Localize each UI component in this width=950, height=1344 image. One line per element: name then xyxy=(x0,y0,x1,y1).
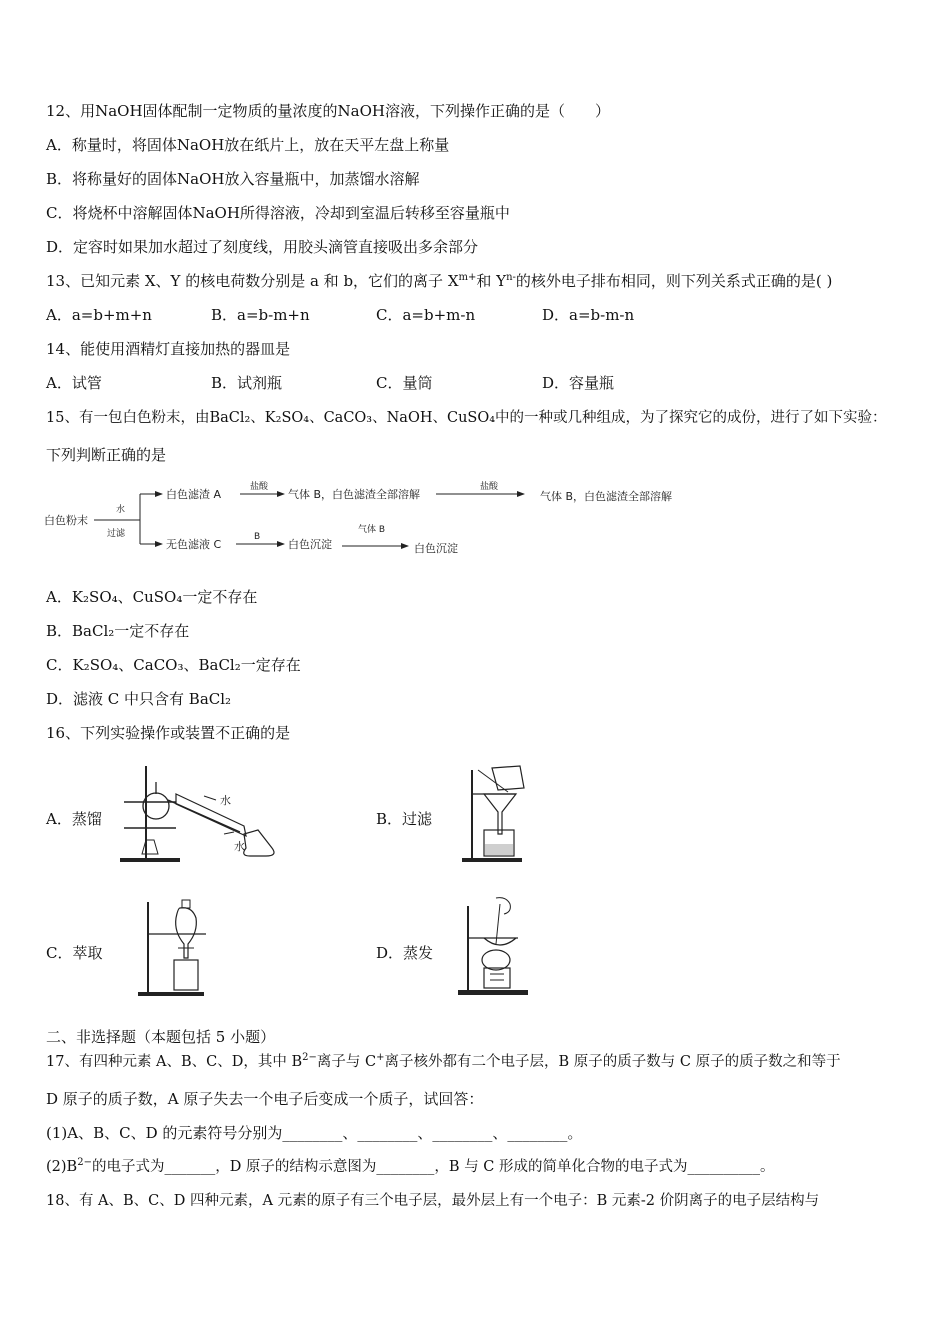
q15-stem-2: 下列判断正确的是 xyxy=(46,446,167,464)
flow-bottom-2: 白色沉淀 xyxy=(288,538,332,551)
evaporation-apparatus-figure xyxy=(456,892,536,998)
q14-option-b: B．试剂瓶 xyxy=(211,374,283,392)
q15-option-a: A．K₂SO₄、CuSO₄一定不存在 xyxy=(46,588,258,606)
water-out-label: 水 xyxy=(234,840,245,853)
q14-stem: 14、能使用酒精灯直接加热的器皿是 xyxy=(46,340,291,358)
flow-bottom-1: 无色滤液 C xyxy=(166,538,222,551)
section-2-heading: 二、非选择题（本题包括 5 小题） xyxy=(46,1028,276,1046)
flow-top-1: 白色滤渣 A xyxy=(166,488,222,501)
q14-option-d: D．容量瓶 xyxy=(542,374,615,392)
flow-b-label: B xyxy=(254,532,261,542)
q12-stem: 12、用NaOH固体配制一定物质的量浓度的NaOH溶液，下列操作正确的是（ ） xyxy=(46,102,610,120)
q16-option-c: C．萃取 xyxy=(46,944,103,962)
flow-acid-1: 盐酸 xyxy=(250,482,269,492)
q17-line-2: D 原子的质子数，A 原子失去一个电子后变成一个质子，试回答： xyxy=(46,1090,484,1108)
extraction-apparatus-figure xyxy=(136,896,216,1000)
flow-bottom-3: 白色沉淀 xyxy=(414,542,458,555)
q15-stem: 15、有一包白色粉末，由BaCl₂、K₂SO₄、CaCO₃、NaOH、CuSO₄中的一种或几种组成，为了探究它的成份，进行了如下实验： xyxy=(46,410,887,426)
q12-option-a: A．称量时，将固体NaOH放在纸片上，放在天平左盘上称量 xyxy=(46,136,450,154)
q15-option-c: C．K₂SO₄、CaCO₃、BaCl₂一定存在 xyxy=(46,656,301,674)
q13-stem: 13、已知元素 X、Y 的核电荷数分别是 a 和 b，它们的离子 $X^{m+}$和 $Y^{n-}$的核外电子排布相同，则下列关系式正确的是( ) xyxy=(46,272,833,290)
flow-water-label: 水 xyxy=(116,505,126,515)
distillation-apparatus-figure xyxy=(116,762,286,864)
q17-question-2: $(2)B^{2-}$的电子式为_______，D 原子的结构示意图为________，B 与 C 形成的简单化合物的电子式为__________。 xyxy=(46,1157,775,1175)
q16-option-b: B．过滤 xyxy=(376,810,433,828)
flow-filter-label: 过滤 xyxy=(107,529,126,539)
flow-gas-b: 气体 B xyxy=(358,525,386,535)
q14-option-c: C．量筒 xyxy=(376,374,433,392)
q12-option-c: C．将烧杯中溶解固体NaOH所得溶液，冷却到室温后转移至容量瓶中 xyxy=(46,204,510,222)
experiment-flow-diagram xyxy=(44,476,724,566)
q12-option-b: B．将称量好的固体NaOH放入容量瓶中，加蒸馏水溶解 xyxy=(46,170,420,188)
filtration-apparatus-figure xyxy=(458,764,528,864)
q16-option-d: D．蒸发 xyxy=(376,944,434,962)
q13-option-a: A．a=b+m+n xyxy=(46,306,152,324)
flow-start: 白色粉末 xyxy=(44,514,88,527)
water-in-label: 水 xyxy=(220,794,231,807)
q15-option-d: D．滤液 C 中只含有 BaCl₂ xyxy=(46,690,232,708)
q17-question-1: (1)A、B、C、D 的元素符号分别为________、________、________、________。 xyxy=(46,1124,583,1142)
q13-option-c: C．a=b+m-n xyxy=(376,306,476,324)
q17-line-1: 17、有四种元素 A、B、C、D，其中 $B^{2-}$离子与 C+离子核外都有二个电子层，B 原子的质子数与 C 原子的质子数之和等于 xyxy=(46,1052,841,1070)
q13-option-b: B．a=b-m+n xyxy=(211,306,310,324)
q16-stem: 16、下列实验操作或装置不正确的是 xyxy=(46,724,291,742)
flow-top-2: 气体 B，白色滤渣全部溶解 xyxy=(288,488,421,501)
q12-option-d: D．定容时如果加水超过了刻度线，用胶头滴管直接吸出多余部分 xyxy=(46,238,479,256)
q16-option-a: A．蒸馏 xyxy=(46,810,102,828)
q13-option-d: D．a=b-m-n xyxy=(542,306,635,324)
flow-acid-2: 盐酸 xyxy=(480,482,499,492)
flow-top-3: 气体 B，白色滤渣全部溶解 xyxy=(540,490,673,503)
q14-option-a: A．试管 xyxy=(46,374,102,392)
q15-option-b: B．BaCl₂一定不存在 xyxy=(46,622,190,640)
q18-stem: 18、有 A、B、C、D 四种元素，A 元素的原子有三个电子层，最外层上有一个电子：B 元素-2 价阴离子的电子层结构与 xyxy=(46,1193,820,1209)
